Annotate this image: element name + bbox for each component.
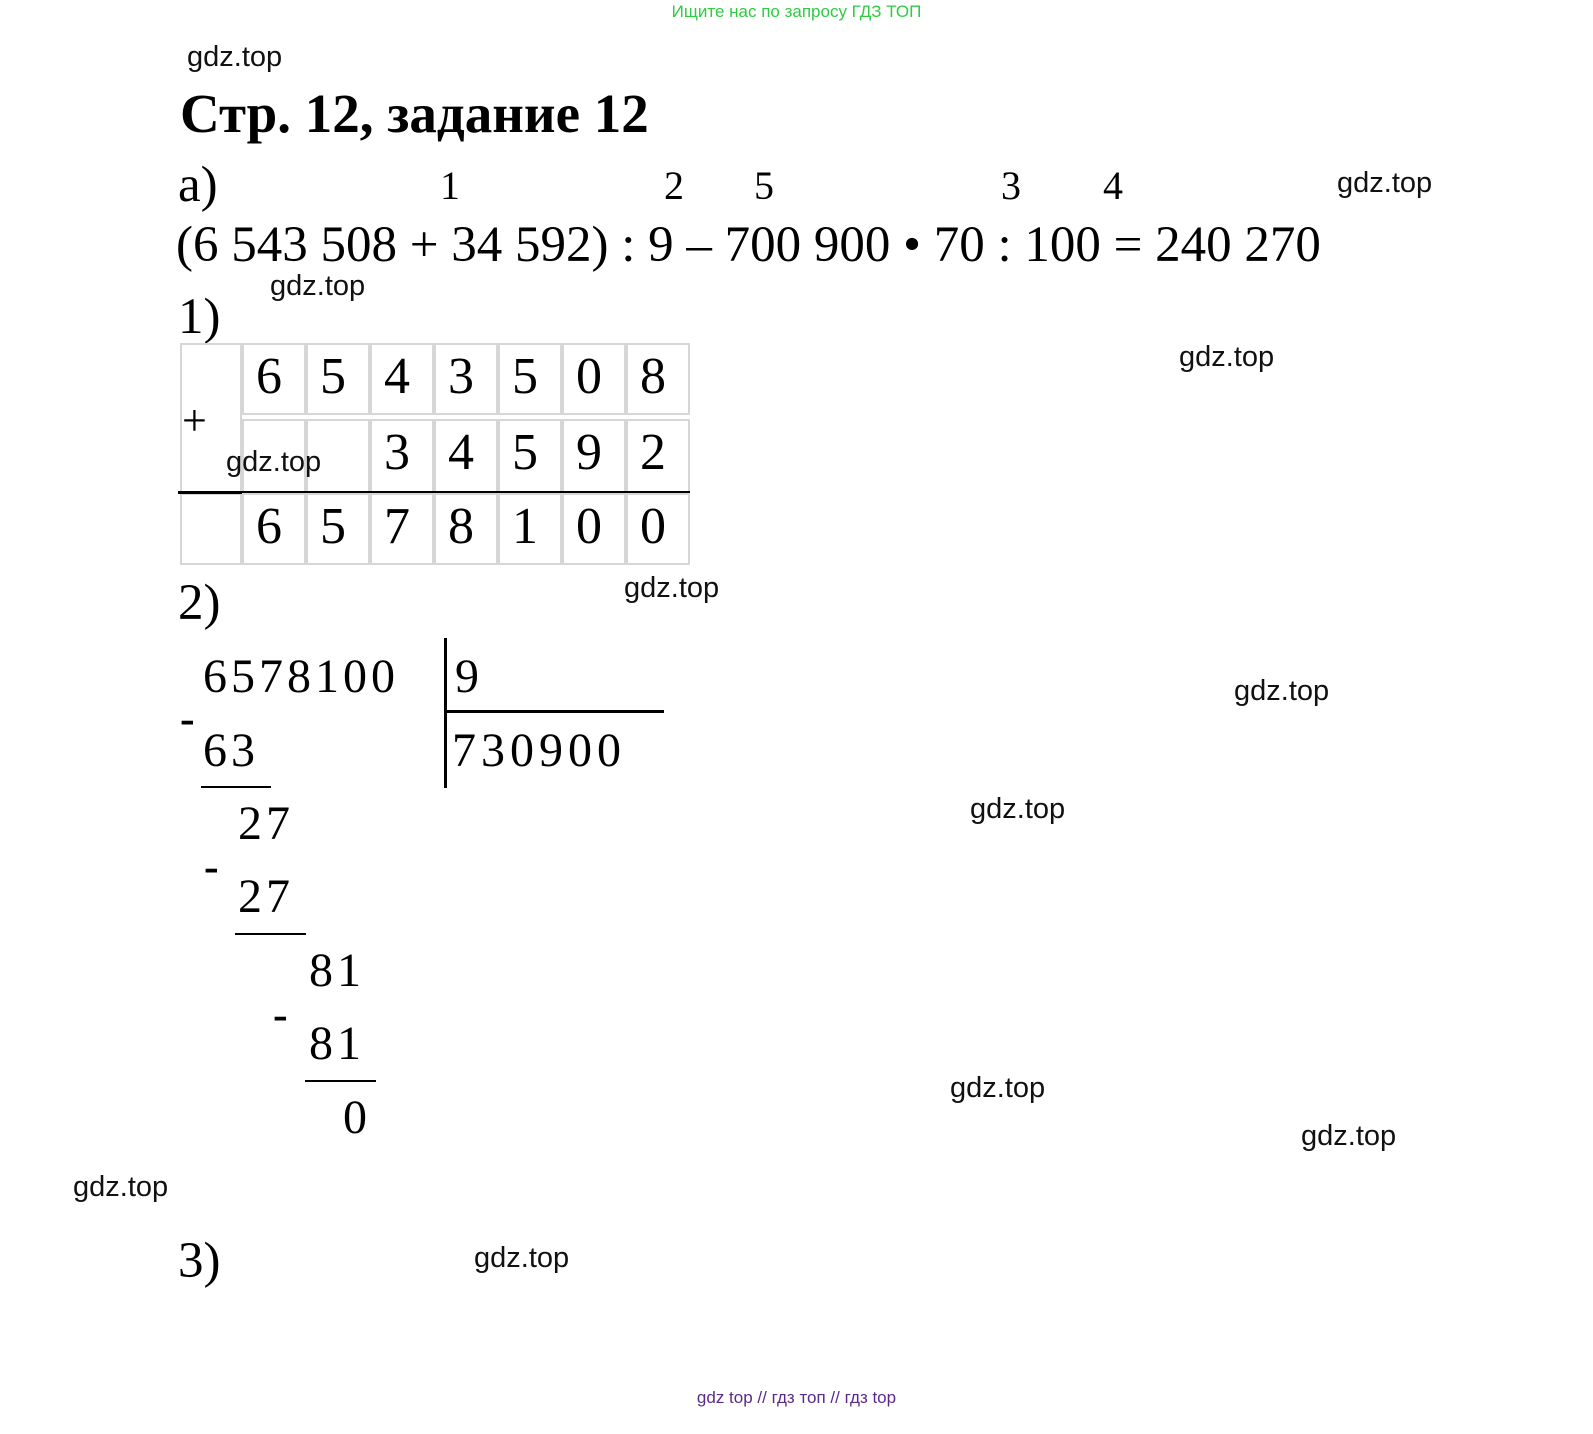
- digit-cell: 4: [370, 343, 434, 415]
- part-a-label: а): [178, 157, 218, 213]
- footer-links[interactable]: gdz top // гдз топ // гдз top: [696, 1388, 897, 1407]
- watermark: gdz.top: [1337, 167, 1433, 199]
- final-remainder: 0: [343, 1091, 371, 1144]
- result-digit-cell: 7: [370, 493, 434, 565]
- subtraction-line: [305, 1080, 376, 1082]
- minus-sign: -: [204, 842, 219, 891]
- watermark: gdz.top: [624, 572, 720, 604]
- divisor: 9: [455, 650, 483, 703]
- expression: (6 543 508 + 34 592) : 9 – 700 900 • 70 : 100 = 240 270: [176, 217, 1321, 273]
- remainder: 81: [309, 944, 365, 997]
- digit-cell: 6: [242, 343, 306, 415]
- result-digit-cell: 8: [434, 493, 498, 565]
- digit-cell: 5: [306, 343, 370, 415]
- empty-cell: [180, 493, 242, 565]
- watermark: gdz.top: [187, 41, 283, 73]
- result-digit-cell: 0: [562, 493, 626, 565]
- digit-cell: 0: [562, 343, 626, 415]
- watermark: gdz.top: [226, 446, 322, 478]
- watermark: gdz.top: [1301, 1120, 1397, 1152]
- watermark: gdz.top: [1179, 341, 1275, 373]
- order-number: 4: [1103, 163, 1123, 208]
- subtraction-line: [201, 786, 271, 788]
- watermark: gdz.top: [270, 270, 366, 302]
- digit-cell: 8: [626, 343, 690, 415]
- subtraction-line: [235, 933, 306, 935]
- remainder: 27: [238, 797, 294, 850]
- digit-cell: 5: [498, 343, 562, 415]
- minus-sign: -: [273, 990, 288, 1039]
- watermark: gdz.top: [970, 793, 1066, 825]
- dividend: 6578100: [203, 650, 399, 703]
- watermark: gdz.top: [1234, 675, 1330, 707]
- quotient: 730900: [452, 724, 626, 777]
- result-digit-cell: 5: [306, 493, 370, 565]
- order-number: 3: [1001, 163, 1021, 208]
- digit-cell: 3: [434, 343, 498, 415]
- digit-cell: 2: [626, 419, 690, 493]
- search-banner[interactable]: Ищите нас по запросу ГДЗ ТОП: [671, 2, 922, 21]
- page-title: Стр. 12, задание 12: [180, 83, 649, 144]
- watermark: gdz.top: [950, 1072, 1046, 1104]
- step2-label: 2): [178, 575, 221, 631]
- sum-line: [242, 491, 690, 493]
- result-digit-cell: 0: [626, 493, 690, 565]
- step3-label: 3): [178, 1233, 221, 1289]
- divisor-underline: [446, 710, 664, 713]
- step1-label: 1): [178, 289, 221, 345]
- digit-cell: 5: [498, 419, 562, 493]
- subtrahend: 81: [309, 1017, 365, 1070]
- result-digit-cell: 1: [498, 493, 562, 565]
- digit-cell: 4: [434, 419, 498, 493]
- sum-line-left: [178, 491, 242, 494]
- watermark: gdz.top: [474, 1242, 570, 1274]
- minus-sign: -: [180, 694, 195, 743]
- subtrahend: 27: [238, 870, 294, 923]
- plus-sign: +: [182, 396, 207, 445]
- order-number: 1: [440, 163, 460, 208]
- subtrahend: 63: [203, 724, 259, 777]
- order-number: 5: [754, 163, 774, 208]
- digit-cell: 3: [370, 419, 434, 493]
- digit-cell: 9: [562, 419, 626, 493]
- order-number: 2: [664, 163, 684, 208]
- result-digit-cell: 6: [242, 493, 306, 565]
- division-bar: [444, 638, 447, 788]
- watermark: gdz.top: [73, 1171, 169, 1203]
